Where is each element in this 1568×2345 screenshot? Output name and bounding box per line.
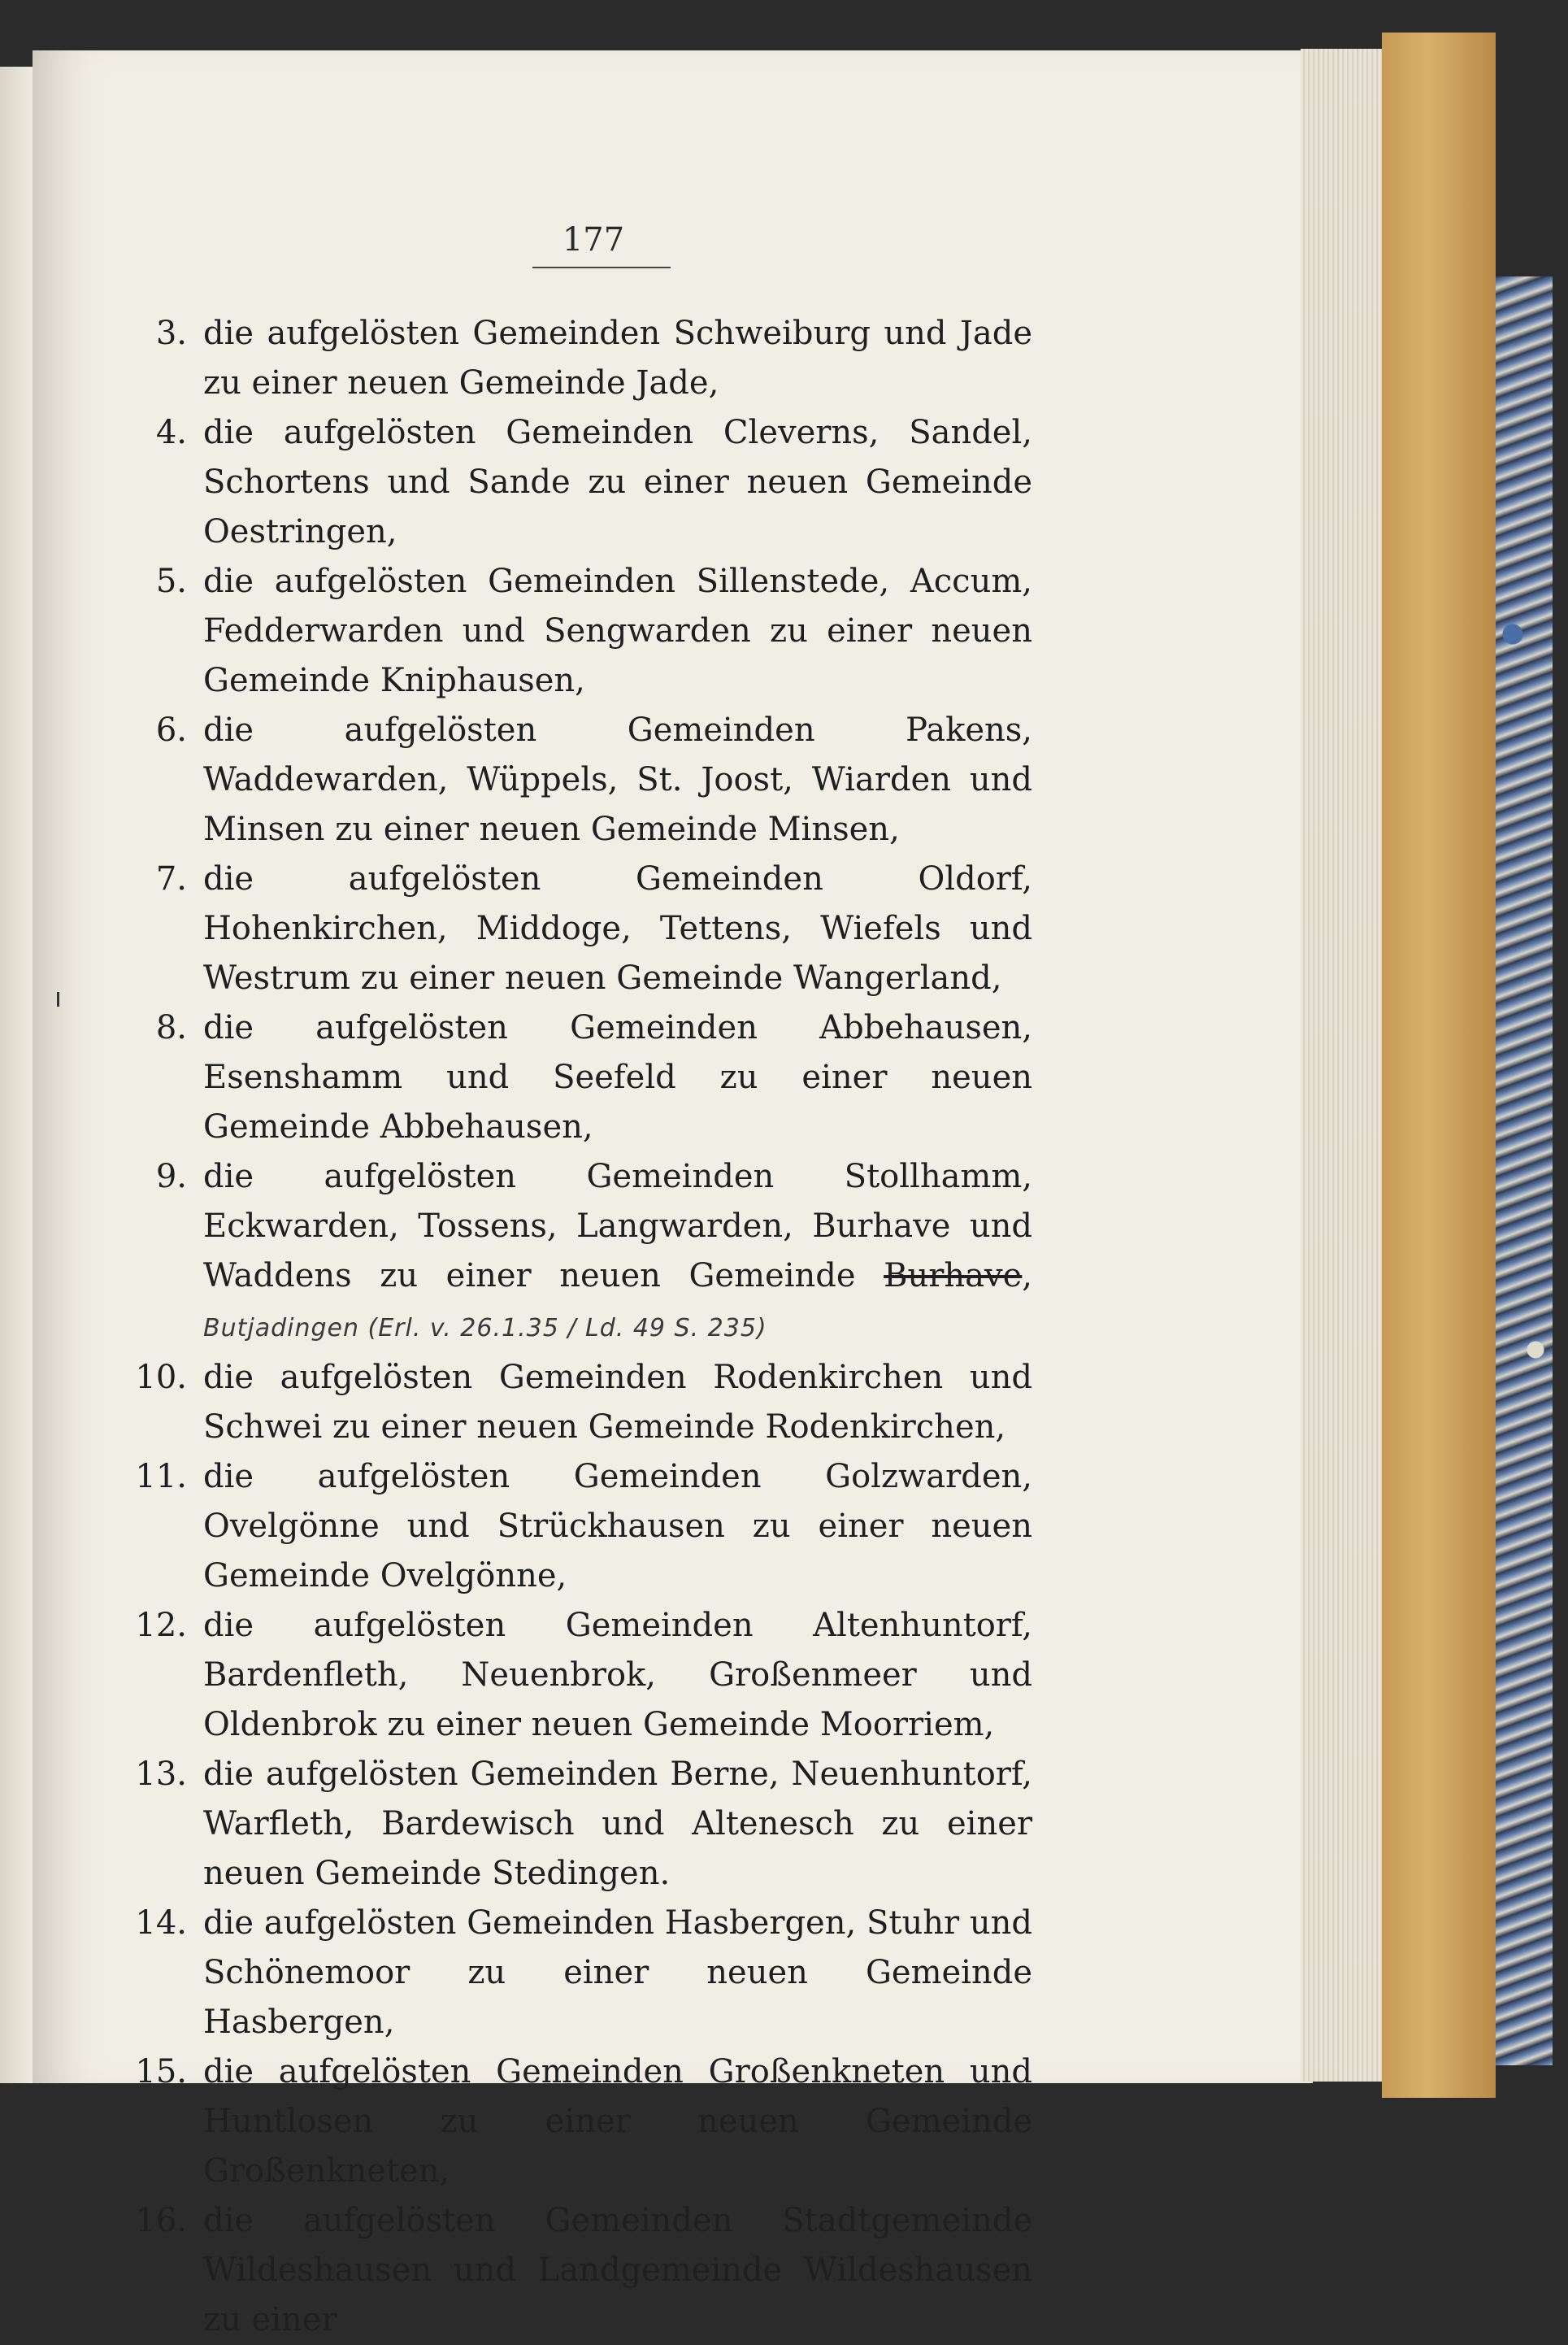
book-cover xyxy=(1382,33,1496,2098)
entry-text: die aufgelösten Gemeinden Hasbergen, Stuhr und Schönemoor zu einer neuen Gemeinde Hasbergen, xyxy=(203,1904,1032,2041)
entry-number: 9. xyxy=(155,1158,187,1195)
entry-5 xyxy=(122,557,1032,706)
entry-4 xyxy=(122,408,1032,557)
entry-text: die aufgelösten Gemeinden Cleverns, Sandel, Schortens und Sande zu einer neuen Gemeinde Oestringen, xyxy=(203,414,1032,550)
header-rule xyxy=(532,267,671,268)
entry-text: die aufgelösten Gemeinden Pakens, Waddewarden, Wüppels, St. Joost, Wiarden und Minsen zu einer neuen Gemeinde Minsen, xyxy=(203,711,1032,848)
entry-text: die aufgelösten Gemeinden Berne, Neuenhuntorf, Warfleth, Bardewisch und Altenesch zu einer neuen Gemeinde Stedingen. xyxy=(203,1755,1032,1892)
entry-number: 8. xyxy=(155,1009,187,1046)
entry-8 xyxy=(122,1003,1032,1152)
entry-number: 11. xyxy=(135,1458,187,1495)
entry-number: 7. xyxy=(155,860,187,898)
struck-word: Burhave xyxy=(884,1257,1023,1294)
margin-mark xyxy=(57,992,59,1007)
entry-number: 14. xyxy=(135,1904,187,1942)
entry-13 xyxy=(122,1750,1032,1899)
entry-number: 15. xyxy=(135,2053,187,2090)
entry-number: 10. xyxy=(135,1359,187,1396)
entry-text: die aufgelösten Gemeinden Oldorf, Hohenkirchen, Middoge, Tettens, Wiefels und Westrum zu einer neuen Gemeinde Wangerland, xyxy=(203,860,1032,997)
entry-text: die aufgelösten Gemeinden Altenhuntorf, Bardenfleth, Neuenbrok, Großenmeer und Oldenbrok zu einer neuen Gemeinde Moorriem, xyxy=(203,1607,1032,1743)
entry-number: 16. xyxy=(135,2202,187,2239)
entry-text: die aufgelösten Gemeinden Stadtgemeinde Wildeshausen und Landgemeinde Wildeshausen zu einer xyxy=(203,2202,1032,2338)
page-edges xyxy=(1301,49,1382,2082)
entry-9 xyxy=(122,1152,1032,1353)
entry-number: 6. xyxy=(155,711,187,749)
entry-12 xyxy=(122,1601,1032,1750)
entry-punctuation: , xyxy=(1022,1257,1033,1294)
entry-7 xyxy=(122,855,1032,1003)
entry-text: die aufgelösten Gemeinden Rodenkirchen und Schwei zu einer neuen Gemeinde Rodenkirchen, xyxy=(203,1359,1032,1446)
entry-number: 13. xyxy=(135,1755,187,1793)
entry-number: 4. xyxy=(155,414,187,451)
entry-list xyxy=(122,309,1032,2345)
entry-text: die aufgelösten Gemeinden Schweiburg und Jade zu einer neuen Gemeinde Jade, xyxy=(203,315,1032,402)
page-number: 177 xyxy=(562,221,625,259)
entry-text: die aufgelösten Gemeinden Großenkneten und Huntlosen zu einer neuen Gemeinde Großenkneten, xyxy=(203,2053,1032,2190)
entry-number: 12. xyxy=(135,1607,187,1644)
entry-10 xyxy=(122,1353,1032,1452)
entry-3 xyxy=(122,309,1032,408)
entry-text: die aufgelösten Gemeinden Golzwarden, Ovelgönne und Strückhausen zu einer neuen Gemeinde Ovelgönne, xyxy=(203,1458,1032,1595)
entry-text: die aufgelösten Gemeinden Stollhamm, Eckwarden, Tossens, Langwarden, Burhave und Waddens zu einer neuen Gemeinde xyxy=(203,1158,1032,1294)
entry-14 xyxy=(122,1899,1032,2047)
entry-6 xyxy=(122,706,1032,855)
entry-15 xyxy=(122,2047,1032,2196)
left-page-edge xyxy=(0,67,33,2083)
marbled-endpaper xyxy=(1496,276,1553,2065)
entry-16 xyxy=(122,2196,1032,2345)
entry-11 xyxy=(122,1452,1032,1601)
handwritten-annotation: Butjadingen (Erl. v. 26.1.35 / Ld. 49 S. 235) xyxy=(203,1314,767,1342)
entry-text: die aufgelösten Gemeinden Abbehausen, Esenshamm und Seefeld zu einer neuen Gemeinde Abbehausen, xyxy=(203,1009,1032,1146)
entry-text: die aufgelösten Gemeinden Sillenstede, Accum, Fedderwarden und Sengwarden zu einer neuen Gemeinde Kniphausen, xyxy=(203,563,1032,699)
entry-number: 3. xyxy=(155,315,187,352)
entry-number: 5. xyxy=(155,563,187,600)
